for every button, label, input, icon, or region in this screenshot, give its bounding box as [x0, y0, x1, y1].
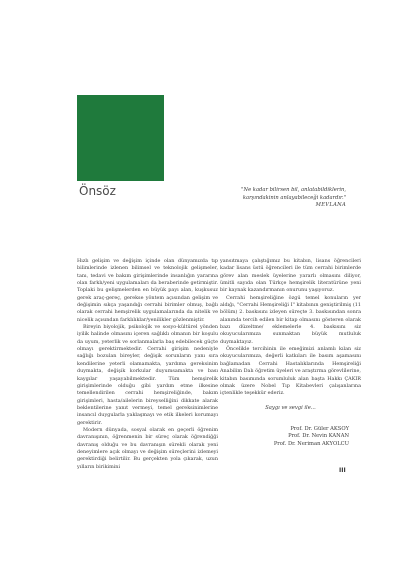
paragraph: Cerrahi hemşireliğine özgü temel konuların yer aldığı, "Cerrahi Hemşireliği I" kitabının geniştirilmiş (11 bölüm) 2. baskısını izleyen süreçte 3. baskısından sonra alanında tercih edilen bir kitap olmasını gösteren olarak bazı düzeltme/ eklemelerle 4. baskısını siz okuyucularımıza sunmaktan büyük mutluluk duymaktayız. [220, 294, 361, 345]
paragraph: yansıtmaya çalıştığımız bu kitabın, lisans öğrencileri kadar lisans üstü öğrencileri ile tüm cerrahi birimlerde görev alan meslek üyelerine yararlı olmasını diliyor, ümitli sayıda olan Türkçe hemşirelik literatürüne yeni bir kaynak kazandırmanın onurunu yaşıyoruz. [220, 258, 361, 294]
page-title: Önsöz [79, 184, 116, 198]
signatures [220, 426, 349, 448]
chapter-color-block [77, 95, 164, 181]
paragraph: Modern dünyada, sosyal olarak en geçerli öğrenim davranışının, öğrenmenin bir süreç olarak öğrendiğği davranış olduğu ve bu davranışın sürekli olarak yeni deneyimlere açık olmayı ve değişim süreçlerini izlemeyi gerektirdiği belirtilir. Bu gerçekten yola çıkarak, uzun yılların birikimini [77, 426, 218, 470]
paragraph: Hızlı gelişim ve değişim içinde olan dünyamızda tıp bilimlerinde izlenen bilimsel ve teknolojik gelişmeler, tanı, tedavi ve bakım girişimlerinde insanlığın yararına olan farklı/yeni uygulamaları da beraberinde getirmiştir. Toplaki bu gelişmelerden en büyük payı alan, kuşkusuz gerek araç-gereç, gerekse yöntem açısından gelişim ve değişimin sıkça yaşandığı cerrahi birimler olmuş, bağlı olarak cerrahi hemşirelik uygulamalarında da nitelik ve nicelik açısından farklılıklar/yenilikler gözlenmiştir. [77, 258, 218, 323]
signature-name: Prof. Dr. Nevin KANAN [288, 433, 349, 440]
page-number: III [339, 467, 346, 474]
closing-text: Saygı ve sevgi ile... [265, 405, 316, 411]
left-column [77, 258, 218, 471]
epigraph-line: "Ne kadar bilirsen bil, anlatabildiklerin, [241, 187, 346, 193]
signature-name: Prof. Dr. Neriman AKYOLCU [273, 440, 349, 447]
epigraph [188, 187, 346, 210]
paragraph: Bireyin biyolojik, psikolojik ve sosyo-kültürel yönden iyilik halinde olmasını içeren sağlıklı olmanın bir koşulu da uyum, yeterlik ve sorlanmalarla baş edebilecek güçte olmayı gerektirmektedir. Cerrahi girişim nedeniyle sağlığı bozulan bireyler, değişik sorunların yanı sıra kendilerine yeterli olamamakta, yardıma gereksinim duymakta, değişik korkular duyumsamakta ve bası kaygılar yaşayabilmektedir. Tüm hemşirelik girişimlerinde olduğu gibi yardım etme ilkesine temellendirilen cerrahi hemşireliğinde, bakım girişimleri, hasta/ailelerin bireyselliğini dikkate alarak beklentilerine yanıt vermeyi, temel gereksinimlerine insancıl duygularla yaklaşmayı ve etik ilkeleri korumayı gerektirir. [77, 324, 218, 426]
epigraph-author: MEVLANA [315, 202, 346, 209]
paragraph: Öncelikle tercihinin ile emeğimizi anlamlı kılan siz okuyucularımıza, değerli katkıları ile basım aşamasını bağlamadan Cerrahi Hastalıklarında Hemşireliği Anabilim Dalı öğretim üyeleri ve araştırma görevlilerine, kitabın basımında sorumluluk alan başta Hakkı ÇAKIR olmak üzere Nobel Tıp Kitabevleri çalışanlarına içtenlikle teşekkür ederiz. [220, 346, 361, 397]
epigraph-line: karşındakinin anlayabileceği kadardır." [242, 194, 346, 201]
right-column [220, 258, 361, 398]
signature-name: Prof. Dr. Güler AKSOY [290, 426, 349, 432]
